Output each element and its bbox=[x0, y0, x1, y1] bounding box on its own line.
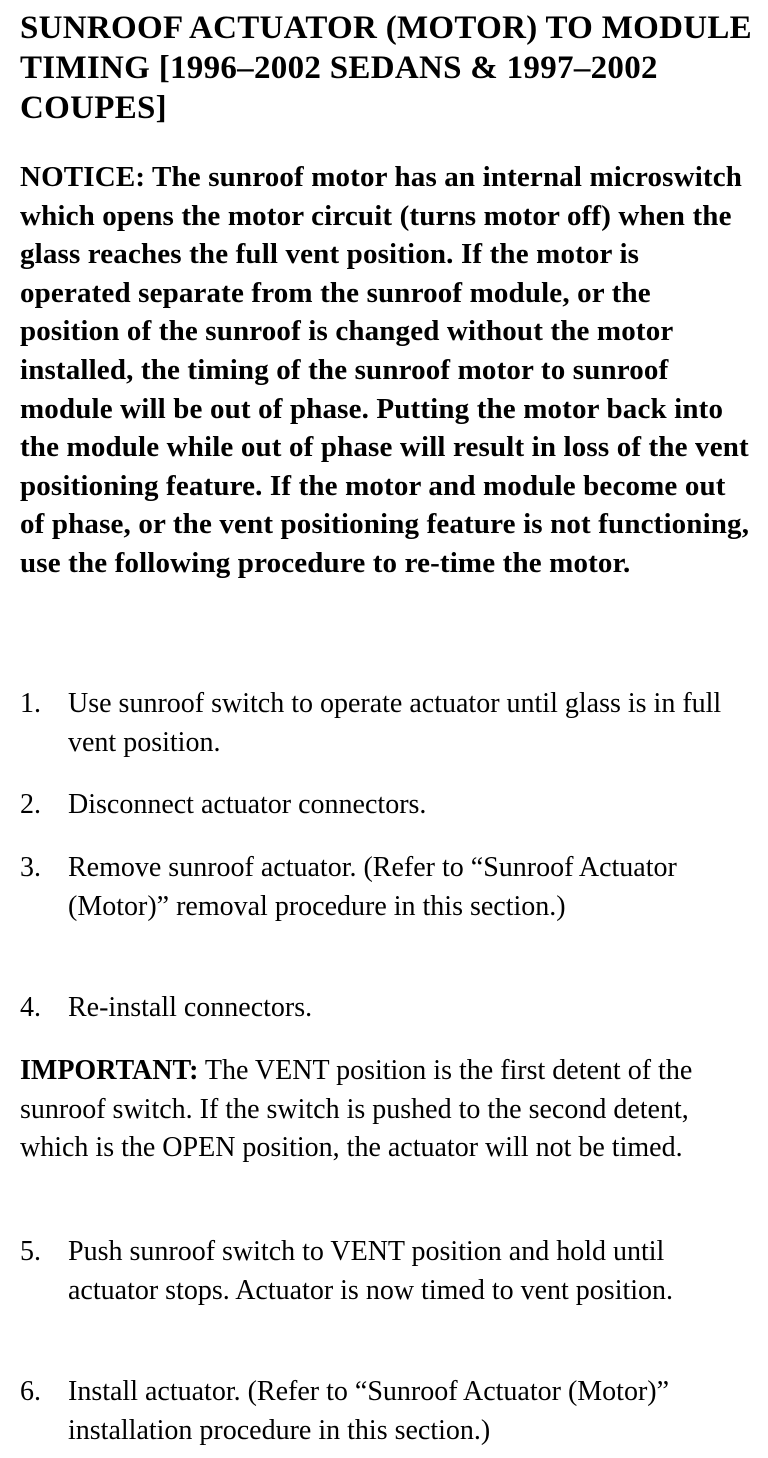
step-text: Install actuator. (Refer to “Sunroof Actuator (Motor)” installation procedure in this section.) bbox=[68, 1376, 670, 1446]
step-number: 2. bbox=[20, 789, 41, 820]
notice-text: The sunroof motor has an internal microswitch which opens the motor circuit (turns motor off) when the glass reaches the full vent position. If the motor is operated separate from the sunroof module, or the position of the sunroof is changed without the motor installed, the timing of the sunroof motor to sunroof module will be out of phase. Putting the motor back into the module while out of phase will result in loss of the vent positioning feature. If the motor and module become out of phase, or the vent positioning feature is not functioning, use the following procedure to re-time the motor. bbox=[20, 161, 750, 579]
step-text: Push sunroof switch to VENT position and hold until actuator stops. Actuator is now timed to vent position. bbox=[68, 1236, 674, 1306]
important-text: The VENT position is the first detent of the sunroof switch. If the switch is pushed to the second detent, which is the OPEN position, the actuator will not be timed. bbox=[20, 1055, 693, 1163]
step-text: Use sunroof switch to operate actuator until glass is in full vent position. bbox=[68, 688, 722, 758]
step-number: 6. bbox=[20, 1376, 41, 1407]
procedure-step-6 bbox=[20, 1373, 750, 1450]
procedure-step-1 bbox=[20, 685, 750, 762]
notice-label: NOTICE: bbox=[20, 161, 146, 193]
procedure-step-4 bbox=[20, 989, 750, 1028]
procedure-step-5 bbox=[20, 1233, 750, 1310]
procedure-step-2 bbox=[20, 786, 750, 825]
notice-paragraph bbox=[20, 158, 750, 583]
step-number: 5. bbox=[20, 1236, 41, 1267]
section-title: SUNROOF ACTUATOR (MOTOR) TO MODULE TIMING [1996–2002 SEDANS & 1997–2002 COUPES] bbox=[20, 10, 752, 126]
step-number: 4. bbox=[20, 992, 41, 1023]
step-text: Disconnect actuator connectors. bbox=[68, 789, 427, 820]
procedure-step-3 bbox=[20, 849, 750, 926]
step-text: Remove sunroof actuator. (Refer to “Sunroof Actuator (Motor)” removal procedure in this section.) bbox=[68, 852, 677, 922]
important-paragraph bbox=[20, 1052, 750, 1168]
step-number: 3. bbox=[20, 852, 41, 883]
step-text: Re-install connectors. bbox=[68, 992, 313, 1023]
important-label: IMPORTANT: bbox=[20, 1055, 199, 1086]
step-number: 1. bbox=[20, 688, 41, 719]
